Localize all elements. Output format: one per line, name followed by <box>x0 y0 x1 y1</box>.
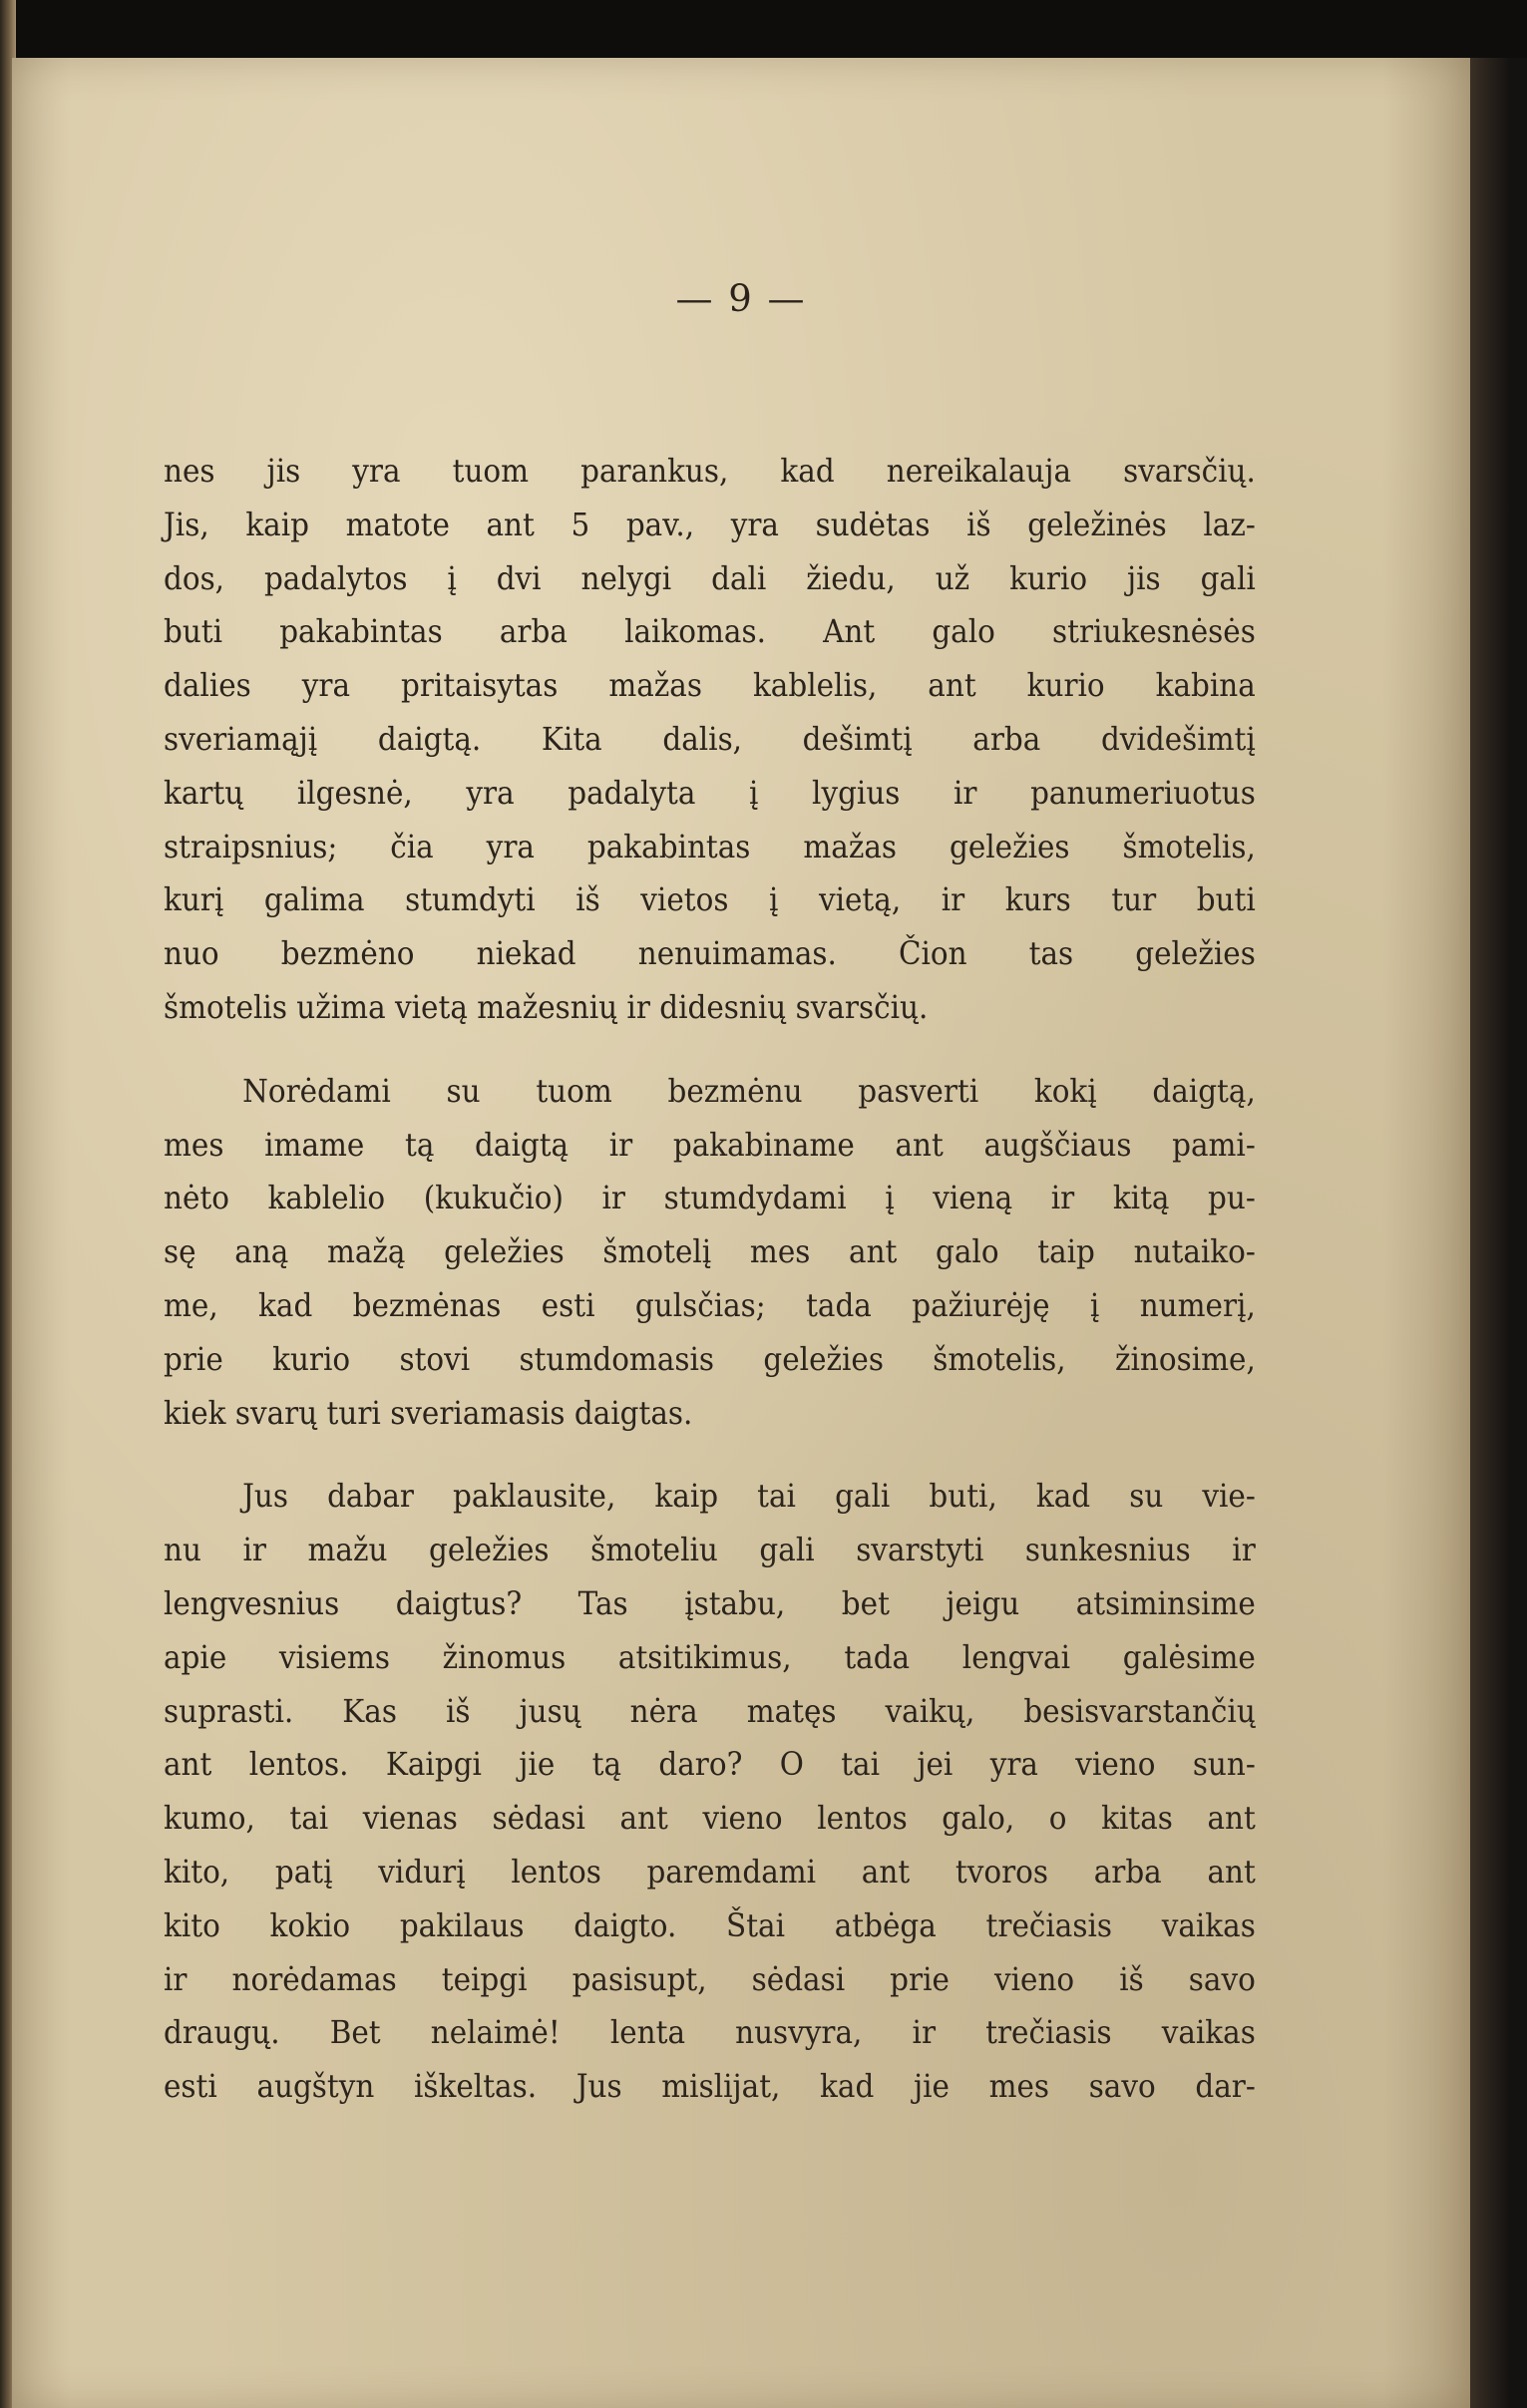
text-line: Norėdami su tuom bezmėnu pasverti kokį daigtą, <box>242 1071 1256 1110</box>
text-line: šmotelis užima vietą mažesnių ir didesnių svarsčių. <box>164 987 929 1026</box>
text-line: draugų. Bet nelaimė! lenta nusvyra, ir trečiasis vaikas <box>164 2013 1256 2052</box>
paragraph-2 <box>164 1065 1256 1441</box>
text-line: lengvesnius daigtus? Tas įstabu, bet jeigu atsiminsime <box>164 1583 1256 1622</box>
book-page <box>12 58 1470 2408</box>
text-line: nuo bezmėno niekad nenuimamas. Čion tas geležies <box>164 934 1256 973</box>
text-line: kiek svarų turi sveriamasis daigtas. <box>164 1393 693 1432</box>
scan-top-margin <box>0 0 1527 58</box>
text-line: Jus dabar paklausite, kaip tai gali buti, kad su vie- <box>242 1477 1256 1516</box>
scan-right-edge <box>1470 58 1527 2408</box>
text-line: ir norėdamas teipgi pasisupt, sėdasi prie vieno iš savo <box>164 1959 1256 1998</box>
text-line: prie kurio stovi stumdomasis geležies šmotelis, žinosime, <box>164 1339 1256 1378</box>
body-text <box>164 445 1256 2114</box>
text-line: kito, patį vidurį lentos paremdami ant tvoros arba ant <box>164 1852 1256 1891</box>
text-line: kito kokio pakilaus daigto. Štai atbėga trečiasis vaikas <box>164 1905 1256 1944</box>
text-line: nes jis yra tuom parankus, kad nereikalauja svarsčių. <box>164 452 1256 490</box>
text-line: Jis, kaip matote ant 5 pav., yra sudėtas iš geležinės laz- <box>164 505 1256 543</box>
paragraph-3 <box>164 1470 1256 2114</box>
page-number: — 9 — <box>675 277 807 320</box>
text-line: buti pakabintas arba laikomas. Ant galo striukesnėsės <box>164 612 1256 651</box>
text-line: kumo, tai vienas sėdasi ant vieno lentos galo, o kitas ant <box>164 1799 1256 1838</box>
text-line: nu ir mažu geležies šmoteliu gali svarstyti sunkesnius ir <box>164 1531 1256 1569</box>
text-line: nėto kablelio (kukučio) ir stumdydami į vieną ir kitą pu- <box>164 1179 1256 1217</box>
paragraph-1 <box>164 445 1256 1035</box>
text-line: sveriamąjį daigtą. Kita dalis, dešimtį arba dvidešimtį <box>164 719 1256 758</box>
text-line: straipsnius; čia yra pakabintas mažas geležies šmotelis, <box>164 827 1256 865</box>
text-line: kurį galima stumdyti iš vietos į vietą, ir kurs tur buti <box>164 880 1256 919</box>
text-line: ant lentos. Kaipgi jie tą daro? O tai jei yra vieno sun- <box>164 1745 1256 1784</box>
text-line: dos, padalytos į dvi nelygi dali žiedu, už kurio jis gali <box>164 558 1256 597</box>
text-line: dalies yra pritaisytas mažas kablelis, ant kurio kabina <box>164 666 1256 705</box>
text-line: me, kad bezmėnas esti gulsčias; tada pažiurėję į numerį, <box>164 1285 1256 1324</box>
text-line: apie visiems žinomus atsitikimus, tada lengvai galėsime <box>164 1637 1256 1676</box>
text-line: kartų ilgesnė, yra padalyta į lygius ir panumeriuotus <box>164 773 1256 812</box>
text-line: esti augštyn iškeltas. Jus mislijat, kad jie mes savo dar- <box>164 2067 1256 2106</box>
text-line: mes imame tą daigtą ir pakabiname ant augščiaus pami- <box>164 1125 1256 1164</box>
text-line: suprasti. Kas iš jusų nėra matęs vaikų, besisvarstančių <box>164 1691 1256 1730</box>
text-line: sę aną mažą geležies šmotelį mes ant galo taip nutaiko- <box>164 1232 1256 1271</box>
